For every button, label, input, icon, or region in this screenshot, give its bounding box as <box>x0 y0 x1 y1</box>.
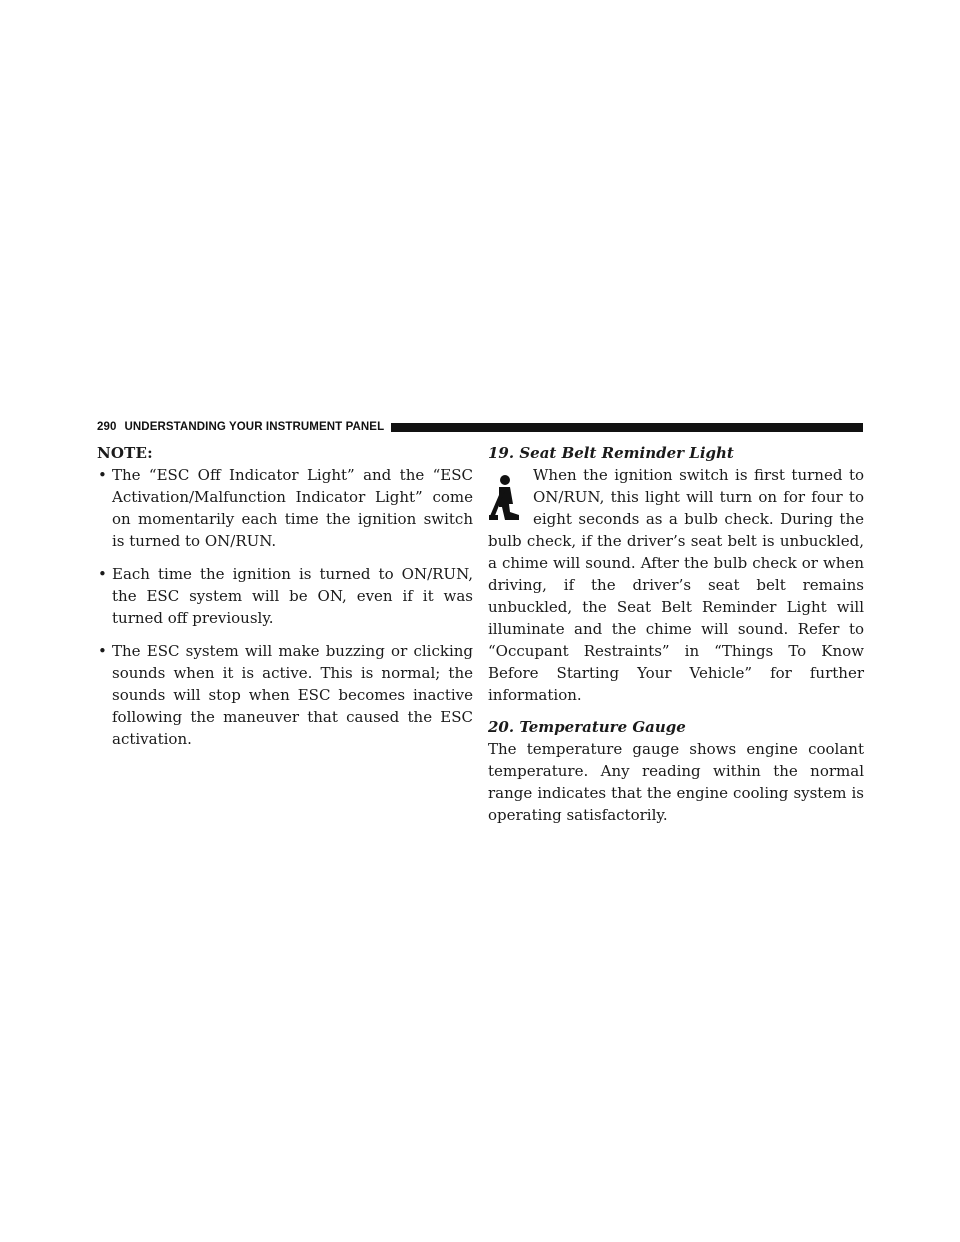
header-text <box>97 421 384 433</box>
temperature-section-title: 20. Temperature Gauge <box>488 718 686 736</box>
bullet-text: Each time the ignition is turned to ON/RUN, the ESC system will be ON, even if it was turned off previously. <box>112 565 473 627</box>
page-number: 290 <box>97 421 117 433</box>
right-column <box>488 442 864 826</box>
note-heading: NOTE: <box>97 444 153 462</box>
note-bullet <box>97 563 473 629</box>
bullet-text: The “ESC Off Indicator Light” and the “ESC Activation/Malfunction Indicator Light” come on momentarily each time the ignition switch is turned to ON/RUN. <box>112 466 473 550</box>
note-bullet <box>97 640 473 750</box>
temperature-section-body: The temperature gauge shows engine coolant temperature. Any reading within the normal range indicates that the engine cooling system is operating satisfactorily. <box>488 740 864 824</box>
seat-belt-section-title: 19. Seat Belt Reminder Light <box>488 444 734 462</box>
bullet-text: The ESC system will make buzzing or clicking sounds when it is active. This is normal; the sounds will stop when ESC becomes inactive following the maneuver that caused the ESC activation. <box>112 642 473 748</box>
seat-belt-icon <box>488 474 520 524</box>
left-column <box>97 442 473 761</box>
bullet-icon: • <box>98 565 107 583</box>
bullet-icon: • <box>98 466 107 484</box>
note-bullet <box>97 464 473 552</box>
section-title: UNDERSTANDING YOUR INSTRUMENT PANEL <box>124 421 385 433</box>
header-rule <box>391 423 863 432</box>
seat-belt-section-body: When the ignition switch is first turned to ON/RUN, this light will turn on for four to eight seconds as a bulb check. During the bulb check, if the driver’s seat belt is unbuckled, a chime will sound. After the bulb check or when driving, if the driver’s seat belt remains unbuckled, the Seat Belt Reminder Light will illuminate and the chime will sound. Refer to “Occupant Restraints” in “Things To Know Before Starting Your Vehicle” for further information. <box>488 466 864 704</box>
page-header <box>97 419 863 435</box>
note-bullet-list <box>97 464 473 750</box>
bullet-icon: • <box>98 642 107 660</box>
